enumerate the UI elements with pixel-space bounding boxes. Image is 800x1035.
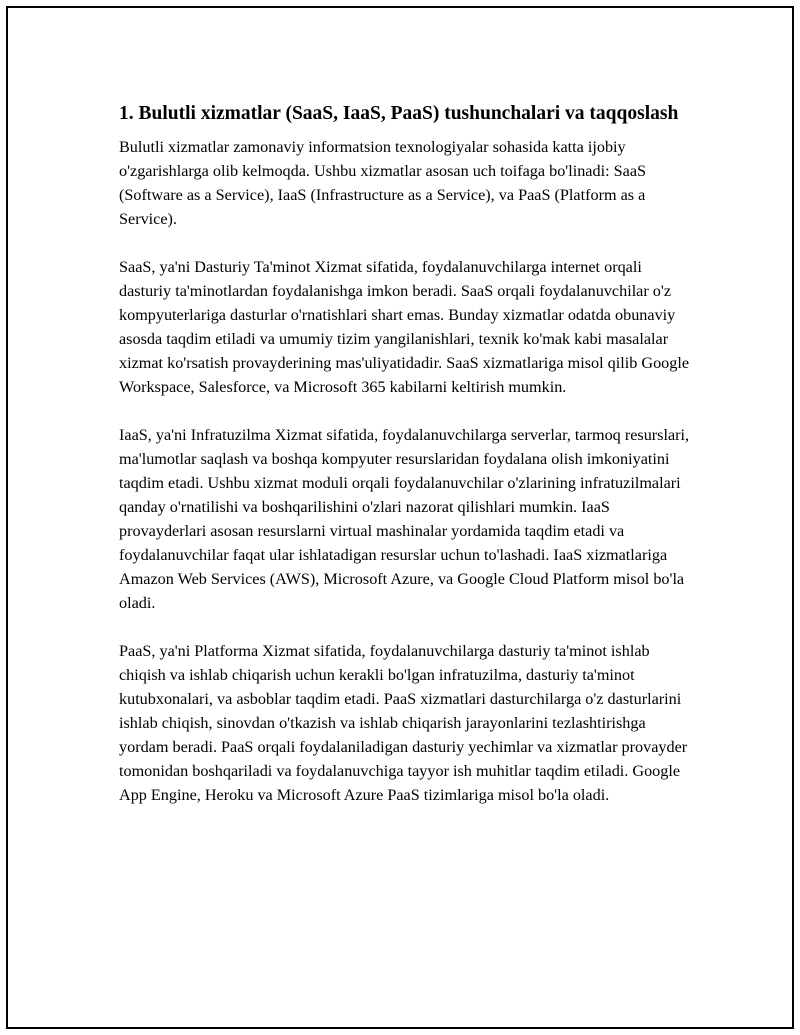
paragraph-intro: Bulutli xizmatlar zamonaviy informatsion texnologiyalar sohasida katta ijobiy o'zgarishlarga olib kelmoqda. Ushbu xizmatlar asosan uch toifaga bo'linadi: SaaS (Software as a Service), IaaS (Infrastructure as a Service), va PaaS (Platform as a Service). [119, 138, 647, 228]
paragraph-iaas: IaaS, ya'ni Infratuzilma Xizmat sifatida, foydalanuvchilarga serverlar, tarmoq resurslari, ma'lumotlar saqlash va boshqa kompyuter resurslaridan foydalana olish imkoniyatini taqdim etadi. Ushbu xizmat moduli orqali foydalanuvchilar o'zlarining infratuzilmalari qanday o'rnatilishi va boshqarilishini o'zlari nazorat qilishlari mumkin. IaaS provayderlari asosan resurslarni virtual mashinalar yordamida taqdim etadi va foydalanuvchilar faqat ular ishlatadigan resurslar uchun to'lashadi. IaaS xizmatlariga Amazon Web Services (AWS), Microsoft Azure, va Google Cloud Platform misol bo'la oladi. [119, 426, 690, 612]
section-title: 1. Bulutli xizmatlar (SaaS, IaaS, PaaS) tushunchalari va taqqoslash [119, 103, 679, 124]
paragraph-saas: SaaS, ya'ni Dasturiy Ta'minot Xizmat sifatida, foydalanuvchilarga internet orqali dasturiy ta'minotlardan foydalanishga imkon beradi. SaaS orqali foydalanuvchilar o'z kompyuterlariga dasturlar o'rnatishlari shart emas. Bunday xizmatlar odatda obunaviy asosda taqdim etiladi va umumiy tizim yangilanishlari, texnik ko'mak kabi masalalar xizmat ko'rsatish provayderining mas'uliyatidadir. SaaS xizmatlariga misol qilib Google Workspace, Salesforce, va Microsoft 365 kabilarni keltirish mumkin. [119, 258, 690, 396]
paragraph-paas: PaaS, ya'ni Platforma Xizmat sifatida, foydalanuvchilarga dasturiy ta'minot ishlab chiqish va ishlab chiqarish uchun kerakli bo'lgan infratuzilma, dasturiy ta'minot kutubxonalari, va asboblar taqdim etadi. PaaS xizmatlari dasturchilarga o'z dasturlarini ishlab chiqish, sinovdan o'tkazish va ishlab chiqarish jarayonlarini tezlashtirishga yordam beradi. PaaS orqali foydalaniladigan dasturiy yechimlar va xizmatlar provayder tomonidan boshqariladi va foydalanuvchiga tayyor ish muhitlar taqdim etiladi. Google App Engine, Heroku va Microsoft Azure PaaS tizimlariga misol bo'la oladi. [119, 642, 688, 804]
page-frame [6, 6, 794, 1029]
document-body [119, 100, 693, 831]
